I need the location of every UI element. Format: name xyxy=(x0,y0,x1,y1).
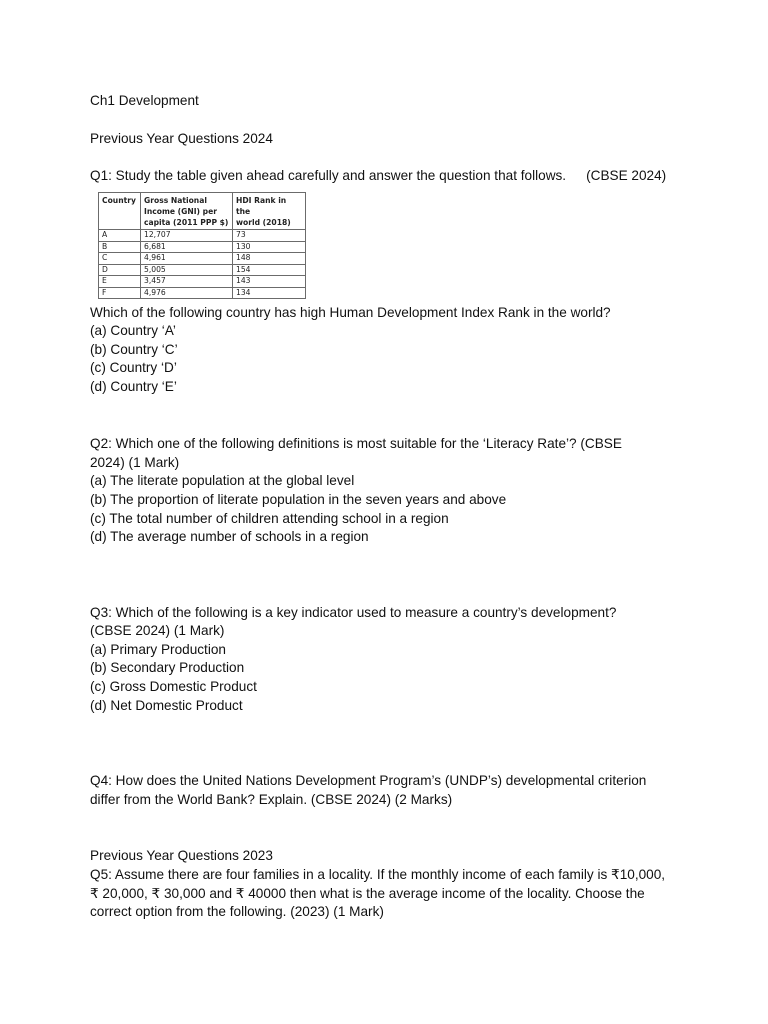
q1-question: Which of the following country has high Human Development Index Rank in the world? xyxy=(90,305,611,320)
table-row xyxy=(99,241,306,253)
table-cell-gni: 6,681 xyxy=(141,241,233,253)
table-cell-hdi: 143 xyxy=(233,276,306,288)
section-heading-2023: Previous Year Questions 2023 xyxy=(90,848,273,863)
table-header-country xyxy=(99,193,141,230)
header-hdi-line-1: HDI Rank in the xyxy=(236,196,287,216)
header-gni-line-2: Income (GNI) per xyxy=(144,207,217,216)
q1-option-a: (a) Country ‘A’ xyxy=(90,323,176,338)
q1-option-b: (b) Country ‘C’ xyxy=(90,342,178,357)
q5-prompt-line-1: Q5: Assume there are four families in a locality. If the monthly income of each family is ₹10,000, xyxy=(90,867,666,882)
table-cell-gni: 4,961 xyxy=(141,253,233,265)
table-cell-hdi: 154 xyxy=(233,264,306,276)
q3-prompt-line-1: Q3: Which of the following is a key indicator used to measure a country’s development? xyxy=(90,605,617,620)
q1-prompt xyxy=(90,167,666,186)
q1-text: Q1: Study the table given ahead carefully and answer the question that follows. xyxy=(90,168,567,183)
header-gni-line-1: Gross National xyxy=(144,196,207,205)
q2-option-d: (d) The average number of schools in a region xyxy=(90,529,369,544)
q4-prompt-line-2: differ from the World Bank? Explain. (CBSE 2024) (2 Marks) xyxy=(90,792,453,807)
q2-option-b: (b) The proportion of literate population in the seven years and above xyxy=(90,492,507,507)
table-cell-hdi: 134 xyxy=(233,287,306,299)
header-gni-line-3: capita (2011 PPP $) xyxy=(144,218,229,227)
q3-prompt-line-2: (CBSE 2024) (1 Mark) xyxy=(90,623,225,638)
table-cell-country: F xyxy=(99,287,141,299)
table-cell-country: A xyxy=(99,230,141,242)
table-row xyxy=(99,230,306,242)
table-header-hdi xyxy=(233,193,306,230)
q5-prompt-line-2: ₹ 20,000, ₹ 30,000 and ₹ 40000 then what is the average income of the locality. Choose the xyxy=(90,886,645,901)
q3-option-b: (b) Secondary Production xyxy=(90,660,245,675)
q1-option-d: (d) Country ‘E’ xyxy=(90,379,177,394)
table-header-gni xyxy=(141,193,233,230)
q2-option-c: (c) The total number of children attending school in a region xyxy=(90,511,449,526)
table-cell-country: D xyxy=(99,264,141,276)
table-cell-country: B xyxy=(99,241,141,253)
chapter-title: Ch1 Development xyxy=(90,93,199,108)
table-cell-gni: 3,457 xyxy=(141,276,233,288)
q4-prompt-line-1: Q4: How does the United Nations Development Program’s (UNDP’s) developmental criterion xyxy=(90,773,647,788)
q3-option-d: (d) Net Domestic Product xyxy=(90,698,243,713)
section-heading-2024: Previous Year Questions 2024 xyxy=(90,131,273,146)
table-cell-country: C xyxy=(99,253,141,265)
table-row xyxy=(99,287,306,299)
q5-prompt-line-3: correct option from the following. (2023) (1 Mark) xyxy=(90,904,384,919)
q3-option-a: (a) Primary Production xyxy=(90,642,226,657)
header-hdi-line-2: world (2018) xyxy=(236,218,291,227)
table-cell-hdi: 73 xyxy=(233,230,306,242)
table-cell-hdi: 148 xyxy=(233,253,306,265)
table-cell-gni: 4,976 xyxy=(141,287,233,299)
table-cell-gni: 12,707 xyxy=(141,230,233,242)
gni-hdi-table xyxy=(98,192,306,299)
table-cell-country: E xyxy=(99,276,141,288)
table-header-row xyxy=(99,193,306,230)
q1-tag: (CBSE 2024) xyxy=(586,168,667,183)
q1-option-c: (c) Country ‘D’ xyxy=(90,360,177,375)
table-row xyxy=(99,253,306,265)
q2-prompt-line-1: Q2: Which one of the following definitions is most suitable for the ‘Literacy Rate’? (CBSE xyxy=(90,436,622,451)
table-row xyxy=(99,264,306,276)
table-row xyxy=(99,276,306,288)
q2-option-a: (a) The literate population at the global level xyxy=(90,473,355,488)
q2-prompt-line-2: 2024) (1 Mark) xyxy=(90,455,180,470)
header-country-line: Country xyxy=(102,196,136,205)
table-cell-hdi: 130 xyxy=(233,241,306,253)
table-cell-gni: 5,005 xyxy=(141,264,233,276)
q3-option-c: (c) Gross Domestic Product xyxy=(90,679,257,694)
